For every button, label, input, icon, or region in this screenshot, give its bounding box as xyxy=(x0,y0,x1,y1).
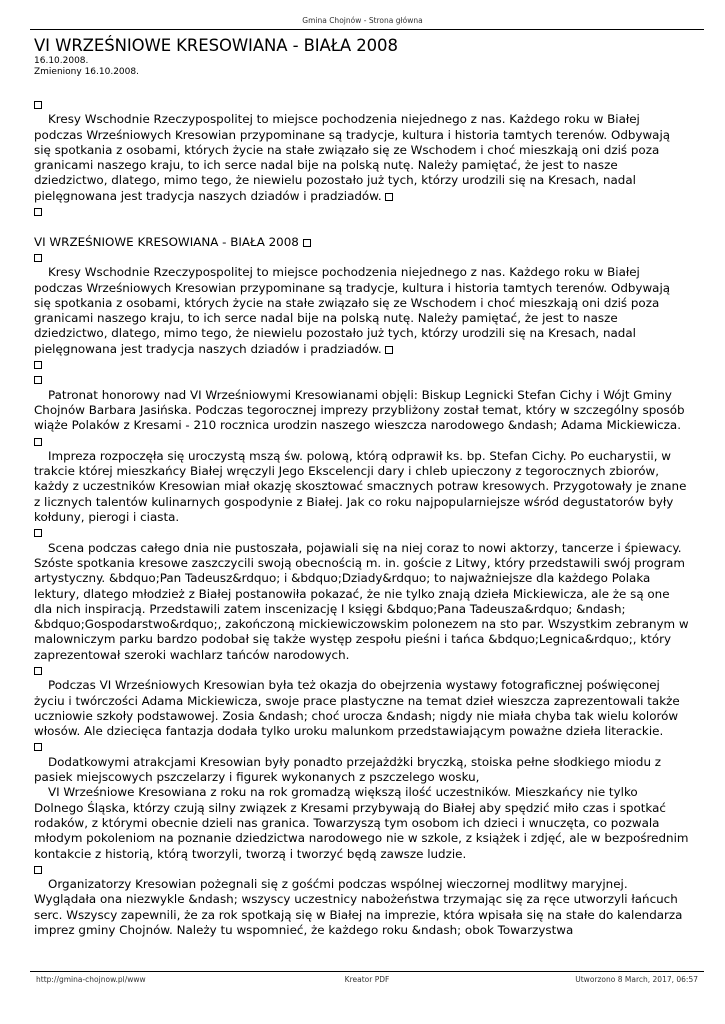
participants-paragraph: VI Wrześniowe Kresowiana z roku na rok gromadzą większą ilość uczestników. Mieszkańcy nie tylko Dolnego Śląska, którzy czują silny związek z Kresami przybywają do Białej aby spędzić miło czas i spotkać rodaków, z którymi obecnie dzieli nas granica. Towarzyszą tym osobom ich dzieci i wnuczęta, co pozwala młodym pokoleniom na poznanie dziedzictwa narodowego nie w szkole, z książek i zdjęć, ale w bezpośrednim kontakcie z historią, którą tworzyli, tworzą i tworzyć będą zawsze ludzie. xyxy=(34,785,689,861)
footer-generator: Kreator PDF xyxy=(344,975,390,984)
page-header: Gmina Chojnów - Strona główna xyxy=(302,16,423,25)
mass-paragraph: Impreza rozpoczęła się uroczystą mszą św. polową, którą odprawił ks. bp. Stefan Cichy. Po eucharystii, w trakcie której mieszkańcy Białej wręczyli Jego Ekscelencji dary i chleb upieczony z tegorocznych zbiorów, każdy z uczestników Kresowian miał okazję skosztować smacznych potraw kresowych. Przygotowały je znane z licznych talentów kulinarnych gospodynie z Białej. Jak co roku najpopularniejsze wśród degustatorów były kołduny, pierogi i ciasta. xyxy=(34,448,687,525)
patronage-paragraph: Patronat honorowy nad VI Wrześniowymi Kresowianami objęli: Biskup Legnicki Stefan Cichy i Wójt Gminy Chojnów Barbara Jasińska. Podczas tegorocznej imprezy przybliżony został temat, który w szczególny sposób wiąże Polaków z Kresami - 210 rocznica urodzin naszego wieszcza narodowego &ndash; Adama Mickiewicza. xyxy=(34,387,685,433)
footer-divider xyxy=(30,971,704,972)
missing-glyph-icon xyxy=(34,438,42,446)
header-divider xyxy=(30,29,704,30)
missing-glyph-icon xyxy=(34,361,42,369)
missing-glyph-icon xyxy=(385,193,393,201)
missing-glyph-icon xyxy=(34,254,42,262)
missing-glyph-icon xyxy=(303,239,311,247)
missing-glyph-icon xyxy=(34,529,42,537)
missing-glyph-icon xyxy=(34,101,42,109)
missing-glyph-icon xyxy=(385,346,393,354)
intro-repeat-paragraph: Kresy Wschodnie Rzeczypospolitej to miejsce pochodzenia niejednego z nas. Każdego roku w Białej podczas Wrześniowych Kresowian przypominane są tradycje, kultura i historia tamtych terenów. Odbywają się spotkania z osobami, których życie na stałe związało się ze Wschodem i choć mieszkają oni dziś poza granicami naszego kraju, to ich serce nadal bije na polską nutę. Należy pamiętać, że jest to nasze dziedzictwo, dlatego, mimo tego, że niewielu pozostało już tych, którzy urodzili się na Kresach, nadal pielęgnowana jest tradycja naszych dziadów i pradziadów. xyxy=(34,265,671,356)
stage-paragraph: Scena podczas całego dnia nie pustoszała, pojawiali się na niej coraz to nowi aktorzy, tancerze i śpiewacy. Szóste spotkania kresowe zaszczycili swoją obecnością m. in. goście z Litwy, który przedstawili swój program artystyczny. &bdquo;Pan Tadeusz&rdquo; i &bdquo;Dziady&rdquo; to najważniejsze dla każdego Polaka lektury, dlatego młodzież z Białej postanowiła pokazać, że nie tylko znają dzieła Mickiewicza, ale że są one dla nich inspiracją. Przedstawili zatem inscenizację I księgi &bdquo;Pana Tadeusza&rdquo; &ndash; &bdquo;Gospodarstwo&rdquo;, zakończoną mickiewiczowskim polonezem na sto par. Wszystkim zebranym w malowniczym parku bardzo podobał się także występ zespołu pieśni i tańca &bdquo;Legnica&rdquo;, który zaprezentował szeroki wachlarz tańców narodowych. xyxy=(34,540,689,662)
footer-created: Utworzono 8 March, 2017, 06:57 xyxy=(575,975,698,984)
article-date: 16.10.2008. xyxy=(34,56,89,66)
missing-glyph-icon xyxy=(34,667,42,675)
intro-paragraph: Kresy Wschodnie Rzeczypospolitej to miejsce pochodzenia niejednego z nas. Każdego roku w Białej podczas Wrześniowych Kresowian przypominane są tradycje, kultura i historia tamtych terenów. Odbywają się spotkania z osobami, których życie na stałe związało się ze Wschodem i choć mieszkają oni dziś poza granicami naszego kraju, to ich serce nadal bije na polską nutę. Należy pamiętać, że jest to nasze dziedzictwo, dlatego, mimo tego, że niewielu pozostało już tych, którzy urodzili się na Kresach, nadal pielęgnowana jest tradycja naszych dziadów i pradziadów. xyxy=(34,112,671,203)
article-modified-date: Zmieniony 16.10.2008. xyxy=(34,67,139,77)
footer-url: http://gmina-chojnow.pl/www xyxy=(36,975,146,984)
missing-glyph-icon xyxy=(34,743,42,751)
missing-glyph-icon xyxy=(34,866,42,874)
exhibition-paragraph: Podczas VI Wrześniowych Kresowian była też okazja do obejrzenia wystawy fotograficznej poświęconej życiu i twórczości Adama Mickiewicza, swoje prace plastyczne na temat dzieł wieszcza zaprezentowali także uczniowie szkoły podstawowej. Zosia &ndash; choć urocza &ndash; nigdy nie miała chyba tak wielu kolorów włosów. Ale dziecięca fantazja dodała tylko uroku malunkom przedstawiającym poważne dzieła literackie. xyxy=(34,678,680,739)
article xyxy=(34,36,689,938)
article-title: VI WRZEŚNIOWE KRESOWIANA - BIAŁA 2008 xyxy=(34,36,398,55)
subheading: VI WRZEŚNIOWE KRESOWIANA - BIAŁA 2008 xyxy=(34,235,689,250)
missing-glyph-icon xyxy=(34,208,42,216)
attractions-paragraph: Dodatkowymi atrakcjami Kresowian były ponadto przejażdżki bryczką, stoiska pełne słodkiego miodu z pasiek miejscowych pszczelarzy i figurek wykonanych z pszczelego wosku, xyxy=(34,754,662,785)
missing-glyph-icon xyxy=(34,376,42,384)
farewell-paragraph: Organizatorzy Kresowian pożegnali się z gośćmi podczas wspólnej wieczornej modlitwy maryjnej. Wyglądała ona niezwykle &ndash; wszyscy uczestnicy nabożeństwa trzymając się za ręce utworzyli łańcuch serc. Wszyscy zapewnili, że za rok spotkają się w Białej na imprezie, która wpisała się na stałe do kalendarza imprez gminy Chojnów. Należy tu wspomnieć, że każdego roku &ndash; obok Towarzystwa xyxy=(34,877,683,938)
